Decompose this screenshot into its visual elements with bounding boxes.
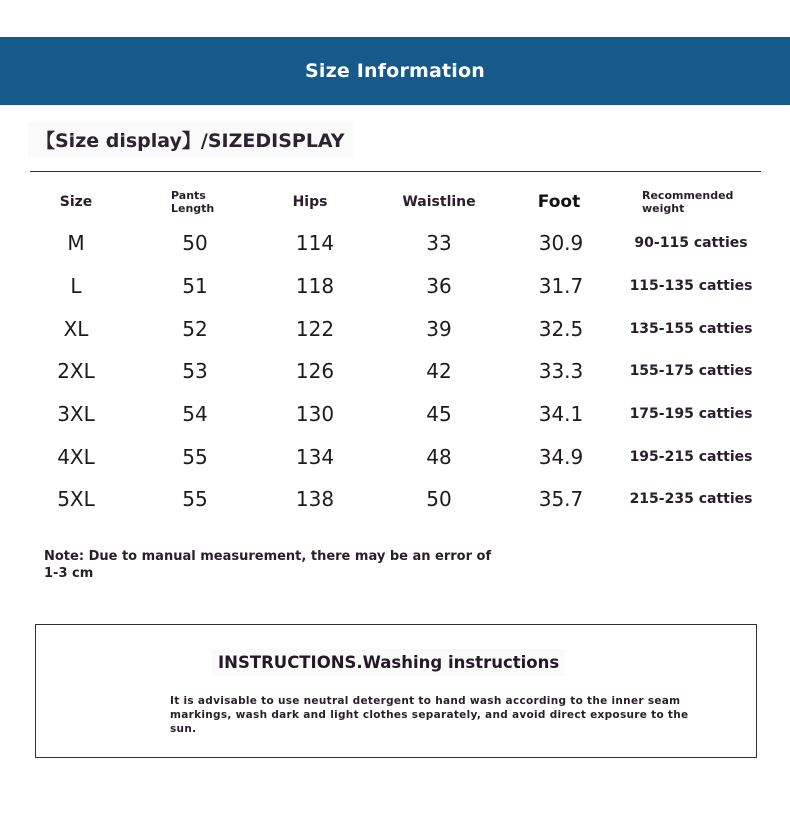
cell-size: 5XL <box>57 487 95 512</box>
cell-waistline: 48 <box>426 444 452 469</box>
cell-hips: 134 <box>295 444 335 469</box>
cell-foot: 30.9 <box>538 231 584 256</box>
cell-foot: 34.9 <box>538 444 584 469</box>
cell-waistline: 36 <box>426 274 452 299</box>
cell-foot: 35.7 <box>538 487 584 512</box>
header-foot: Foot <box>537 192 581 212</box>
cell-waistline: 42 <box>426 359 452 384</box>
table-row <box>0 222 790 265</box>
cell-hips: 138 <box>295 487 335 512</box>
cell-recommended-weight: 195-215 catties <box>629 448 753 465</box>
cell-hips: 118 <box>295 274 335 299</box>
cell-pants-length: 50 <box>182 231 208 256</box>
cell-size: L <box>70 274 82 299</box>
cell-hips: 114 <box>295 231 335 256</box>
cell-waistline: 45 <box>426 402 452 427</box>
header-banner <box>0 37 790 105</box>
cell-pants-length: 53 <box>182 359 208 384</box>
table-row <box>0 265 790 308</box>
header-waistline: Waistline <box>402 194 476 210</box>
header-pants-length: Pants Length <box>171 189 215 215</box>
table-header-row <box>0 182 790 222</box>
cell-recommended-weight: 215-235 catties <box>629 491 753 508</box>
cell-size: XL <box>63 316 89 341</box>
cell-size: M <box>67 231 85 256</box>
header-recommended-weight: Recommended weight <box>642 189 734 215</box>
header-hips: Hips <box>292 194 328 210</box>
cell-recommended-weight: 135-155 catties <box>629 320 753 337</box>
cell-foot: 32.5 <box>538 316 584 341</box>
cell-recommended-weight: 115-135 catties <box>629 278 753 295</box>
section-divider <box>30 171 761 172</box>
size-table <box>0 188 790 527</box>
cell-waistline: 39 <box>426 316 452 341</box>
washing-instructions-box <box>35 624 757 758</box>
cell-hips: 122 <box>295 316 335 341</box>
cell-recommended-weight: 90-115 catties <box>634 235 748 252</box>
cell-pants-length: 51 <box>182 274 208 299</box>
cell-pants-length: 55 <box>182 487 208 512</box>
cell-recommended-weight: 155-175 catties <box>629 363 753 380</box>
instructions-text: It is advisable to use neutral detergent to hand wash according to the inner seam markings, wash dark and light clothes separately, and avoid direct exposure to the sun. <box>170 695 689 735</box>
table-body <box>0 222 790 521</box>
table-row <box>0 350 790 393</box>
measurement-note: Note: Due to manual measurement, there may be an error of 1-3 cm <box>44 549 492 581</box>
cell-size: 4XL <box>57 444 95 469</box>
cell-pants-length: 52 <box>182 316 208 341</box>
cell-foot: 34.1 <box>538 402 584 427</box>
cell-size: 2XL <box>57 359 95 384</box>
cell-pants-length: 55 <box>182 444 208 469</box>
cell-recommended-weight: 175-195 catties <box>629 406 753 423</box>
cell-waistline: 50 <box>426 487 452 512</box>
table-row <box>0 435 790 478</box>
instructions-title: INSTRUCTIONS.Washing instructions <box>212 649 565 676</box>
header-size: Size <box>59 194 93 210</box>
table-row <box>0 478 790 521</box>
table-row <box>0 393 790 436</box>
cell-pants-length: 54 <box>182 402 208 427</box>
cell-waistline: 33 <box>426 231 452 256</box>
cell-hips: 126 <box>295 359 335 384</box>
cell-foot: 33.3 <box>538 359 584 384</box>
size-display-heading: 【Size display】/SIZEDISPLAY <box>28 122 353 157</box>
cell-size: 3XL <box>57 402 95 427</box>
banner-title: Size Information <box>304 60 486 82</box>
cell-hips: 130 <box>295 402 335 427</box>
table-row <box>0 307 790 350</box>
cell-foot: 31.7 <box>538 274 584 299</box>
